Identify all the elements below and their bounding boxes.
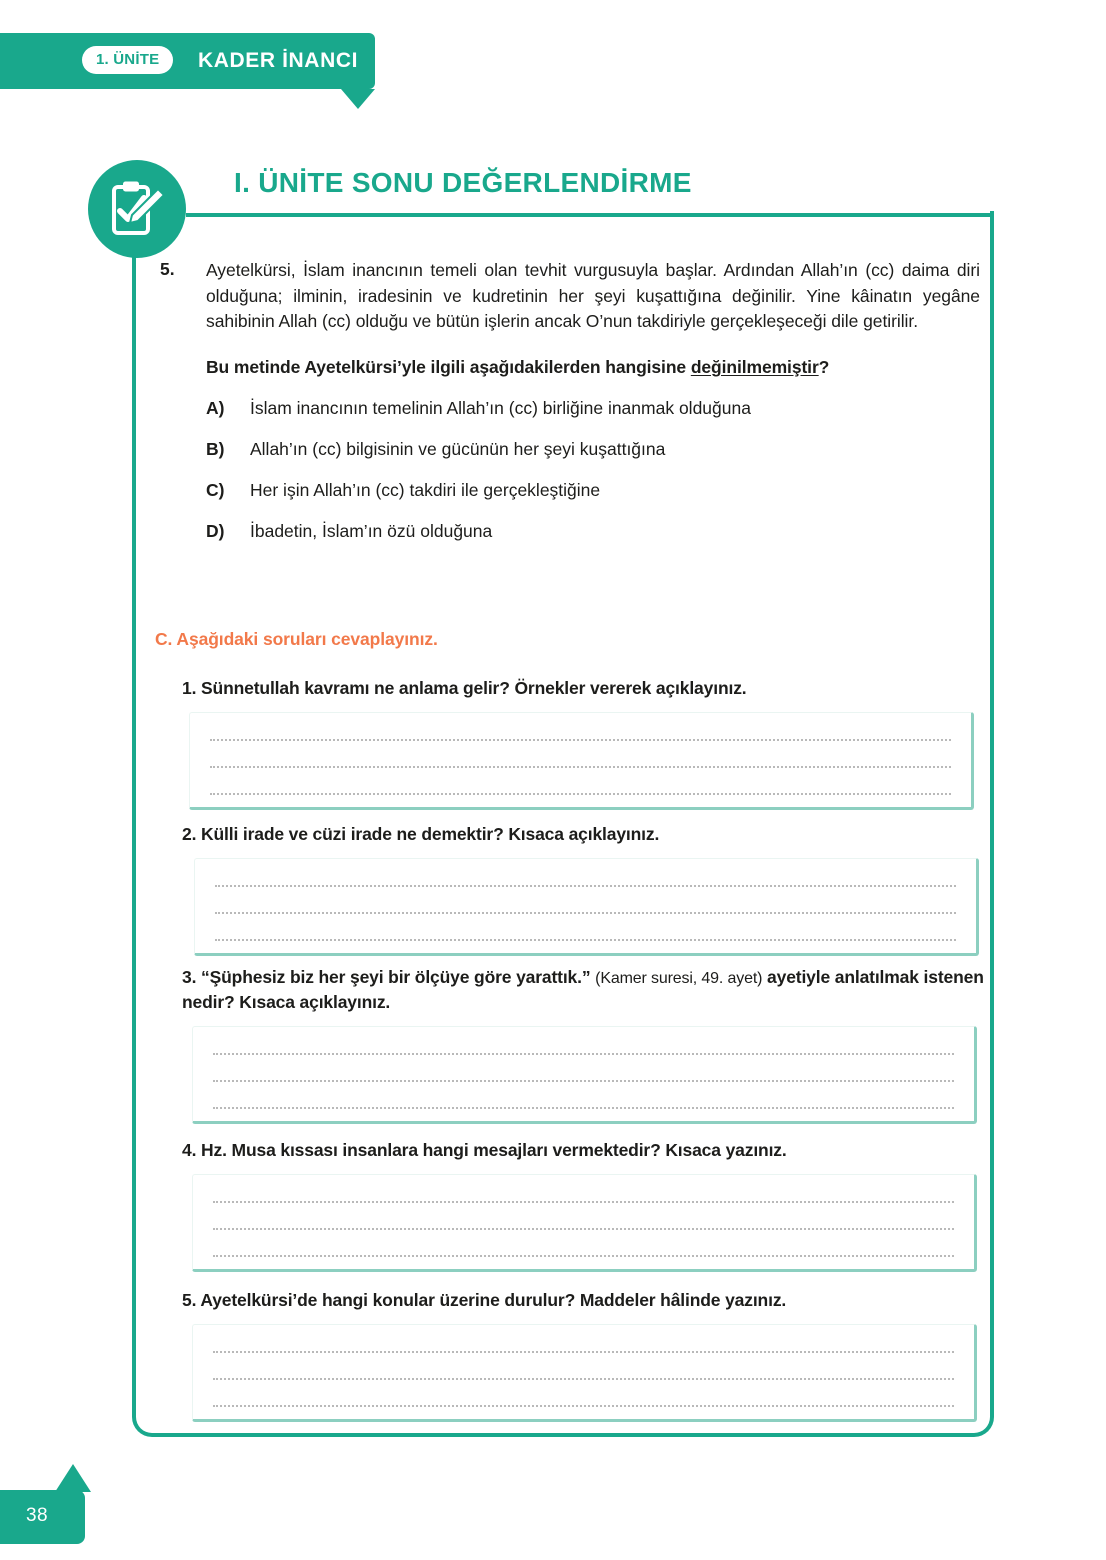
question-5-prompt: [206, 357, 980, 378]
option-b-text: Allah’ın (cc) bilgisinin ve gücünün her şeyi kuşattığına: [250, 439, 666, 460]
open-question-5-text: 5. Ayetelkürsi’de hangi konular üzerine durulur? Maddeler hâlinde yazınız.: [182, 1290, 787, 1310]
answer-line: [215, 939, 956, 941]
answer-line: [213, 1378, 954, 1380]
open-question-3-quote: 3. “Şüphesiz biz her şeyi bir ölçüye göre yarattık.”: [182, 967, 596, 987]
answer-line: [213, 1255, 954, 1257]
option-a-text: İslam inancının temelinin Allah’ın (cc) birliğine inanmak olduğuna: [250, 398, 751, 419]
open-question-1: [182, 676, 982, 810]
open-question-3-citation: (Kamer suresi, 49. ayet): [595, 970, 763, 987]
unit-banner-tail-icon: [341, 89, 375, 109]
answer-box-4[interactable]: [192, 1174, 977, 1272]
answer-line: [215, 912, 956, 914]
option-d-text: İbadetin, İslam’ın özü olduğuna: [250, 521, 493, 542]
open-question-2-text: 2. Külli irade ve cüzi irade ne demektir? Kısaca açıklayınız.: [182, 824, 660, 844]
open-question-2: [182, 822, 982, 956]
option-d-letter: D): [206, 521, 225, 542]
question-5-prompt-after: ?: [818, 357, 830, 378]
question-5-option-b[interactable]: [206, 439, 980, 460]
answer-line: [210, 766, 951, 768]
answer-box-1[interactable]: [189, 712, 974, 810]
answer-line: [213, 1405, 954, 1407]
option-a-letter: A): [206, 398, 225, 419]
answer-line: [213, 1080, 954, 1082]
question-5-number: 5.: [160, 259, 175, 279]
question-5-prompt-underlined: değinilmemiştir: [690, 357, 819, 378]
answer-line: [213, 1053, 954, 1055]
question-5-option-d[interactable]: [206, 521, 980, 542]
answer-line: [210, 793, 951, 795]
open-question-3: [182, 965, 987, 1124]
open-question-4-text: 4. Hz. Musa kıssası insanlara hangi mesajları vermektedir? Kısaca yazınız.: [182, 1140, 787, 1160]
unit-banner-title: KADER İNANCI: [198, 49, 359, 72]
option-c-text: Her işin Allah’ın (cc) takdiri ile gerçekleştiğine: [250, 480, 601, 501]
answer-line: [213, 1228, 954, 1230]
option-b-letter: B): [206, 439, 225, 460]
answer-box-2[interactable]: [194, 858, 979, 956]
answer-line: [213, 1201, 954, 1203]
open-question-4: [182, 1138, 982, 1272]
unit-banner: [0, 33, 375, 89]
question-5: [160, 258, 980, 542]
question-5-option-a[interactable]: [206, 398, 980, 419]
open-question-3-text: [182, 965, 987, 1015]
section-c-heading: C. Aşağıdaki soruları cevaplayınız.: [155, 629, 438, 649]
answer-line: [215, 885, 956, 887]
unit-number-pill: 1. ÜNİTE: [82, 46, 173, 74]
question-5-passage: Ayetelkürsi, İslam inancının temeli olan tevhit vurgusuyla başlar. Ardından Allah’ın (cc) daima diri olduğuna; ilminin, iradesinin ve kudretinin her şeyi kuşattığına değinilir. Yine kâinatın yegâne sahibinin Allah (cc) olduğu ve bütün işlerin ancak O’nun takdiriyle gerçekleşeceği dile getirilir.: [206, 260, 980, 332]
answer-box-5[interactable]: [192, 1324, 977, 1422]
open-question-3-tail: ayetiyle anlatılmak istenen nedir? Kısaca açıklayınız.: [182, 967, 984, 1013]
question-5-option-c[interactable]: [206, 480, 980, 501]
answer-box-3[interactable]: [192, 1026, 977, 1124]
question-5-passage-row: [160, 258, 980, 335]
page-number: 38: [26, 1505, 48, 1526]
title-rule-divider: [186, 213, 994, 217]
open-question-5: [182, 1288, 982, 1422]
answer-line: [213, 1107, 954, 1109]
answer-line: [210, 739, 951, 741]
clipboard-check-pencil-icon: [88, 160, 186, 258]
footer-notch-icon: [55, 1464, 91, 1492]
option-c-letter: C): [206, 480, 225, 501]
open-question-1-text: 1. Sünnetullah kavramı ne anlama gelir? Örnekler vererek açıklayınız.: [182, 678, 747, 698]
content-panel-right-edge: [990, 213, 994, 243]
answer-line: [213, 1351, 954, 1353]
question-5-prompt-before: Bu metinde Ayetelkürsi’yle ilgili aşağıdakilerden hangisine: [206, 357, 691, 378]
page-title: I. ÜNİTE SONU DEĞERLENDİRME: [234, 167, 692, 198]
